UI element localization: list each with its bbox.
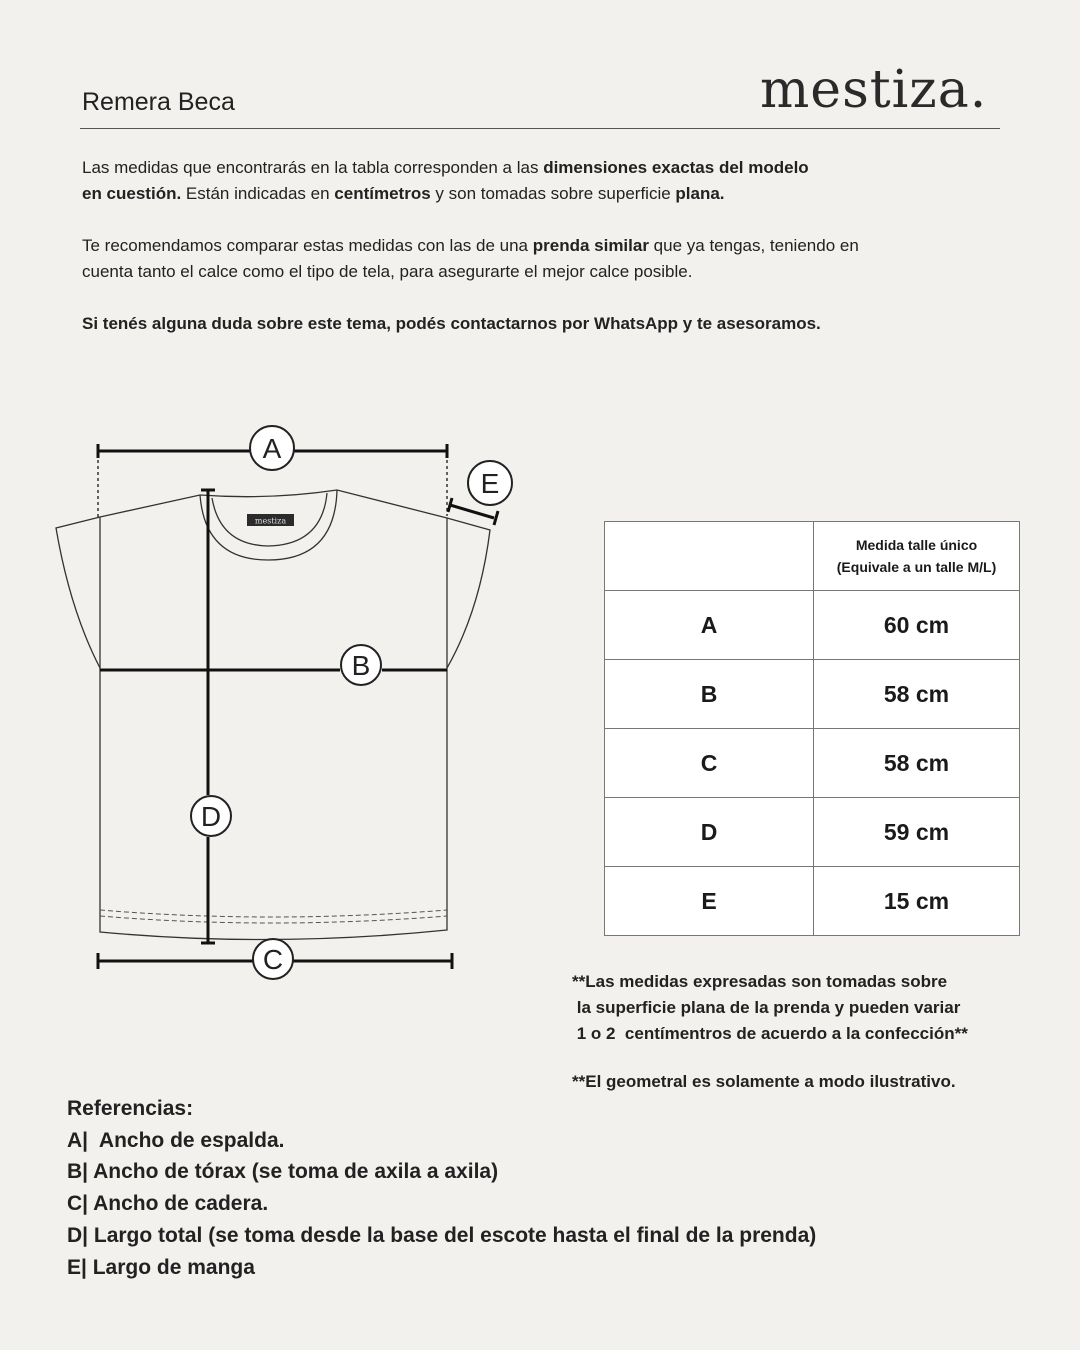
size-table-header-line1: Medida talle único <box>855 537 978 553</box>
header-divider <box>80 128 1000 129</box>
intro-paragraph-3: Si tenés alguna duda sobre este tema, podés contactarnos por WhatsApp y te asesoramos. <box>82 314 821 333</box>
size-value: 59 cm <box>814 798 1020 867</box>
table-row <box>605 867 1020 936</box>
text-run: centímetros <box>334 184 431 203</box>
marker-b-label: B <box>351 650 371 681</box>
table-row <box>605 729 1020 798</box>
size-key: C <box>605 729 814 798</box>
reference-item: C| Ancho de cadera. <box>67 1192 269 1216</box>
marker-e-label: E <box>480 468 500 499</box>
size-key: B <box>605 660 814 729</box>
reference-item: D| Largo total (se toma desde la base del escote hasta el final de la prenda) <box>67 1223 817 1247</box>
size-key: D <box>605 798 814 867</box>
measurement-note: **Las medidas expresadas son tomadas sobre la superficie plana de la prenda y pueden variar 1 o 2 centímentros de acuerdo a la confección** <box>572 972 968 1043</box>
text-run: dimensiones exactas del modelo <box>543 158 809 177</box>
reference-item: A| Ancho de espalda. <box>67 1128 285 1152</box>
marker-c-label: C <box>262 944 284 975</box>
left-sleeve <box>56 517 100 668</box>
size-table-header-empty <box>605 522 814 591</box>
text-run: en cuestión. <box>82 184 182 203</box>
text-run: Te recomendamos comparar estas medidas con las de una <box>82 236 533 255</box>
text-run: prenda similar <box>532 236 649 255</box>
tshirt-outline <box>100 490 447 940</box>
text-run: que ya tengas, teniendo en <box>648 236 859 255</box>
table-row <box>605 798 1020 867</box>
intro-paragraph-1 <box>82 155 982 207</box>
reference-item: E| Largo de manga <box>67 1255 255 1279</box>
right-sleeve <box>447 518 490 668</box>
text-run: Están indicadas en <box>181 184 335 203</box>
intro-paragraph-2 <box>82 233 982 285</box>
size-table <box>604 521 1020 936</box>
page-title: Remera Beca <box>82 88 235 116</box>
size-value: 15 cm <box>814 867 1020 936</box>
reference-item: B| Ancho de tórax (se toma de axila a axila) <box>67 1160 499 1184</box>
size-value: 58 cm <box>814 729 1020 798</box>
tshirt-diagram <box>0 400 560 1000</box>
table-row <box>605 591 1020 660</box>
size-table-header <box>605 522 1020 591</box>
text-run: cuenta tanto el calce como el tipo de tela, para asegurarte el mejor calce posible. <box>82 262 693 281</box>
text-run: Las medidas que encontrarás en la tabla corresponden a las <box>82 158 544 177</box>
text-run: plana. <box>675 184 725 203</box>
measure-d-line <box>201 490 215 943</box>
hem-stitching <box>100 910 447 923</box>
brand-logo: mestiza. <box>760 60 988 120</box>
size-table-header-line2: (Equivale a un talle M/L) <box>836 559 997 575</box>
size-key: E <box>605 867 814 936</box>
table-row <box>605 660 1020 729</box>
references-list <box>67 1093 816 1283</box>
size-table-header-label <box>814 522 1020 591</box>
size-key: A <box>605 591 814 660</box>
marker-a-label: A <box>262 433 282 464</box>
illustrative-note: **El geometral es solamente a modo ilustrativo. <box>572 1072 956 1091</box>
neck-tag-label: mestiza <box>254 516 287 526</box>
size-value: 58 cm <box>814 660 1020 729</box>
references-title: Referencias: <box>67 1097 194 1120</box>
size-value: 60 cm <box>814 591 1020 660</box>
marker-d-label: D <box>200 801 222 832</box>
text-run: y son tomadas sobre superficie <box>430 184 676 203</box>
